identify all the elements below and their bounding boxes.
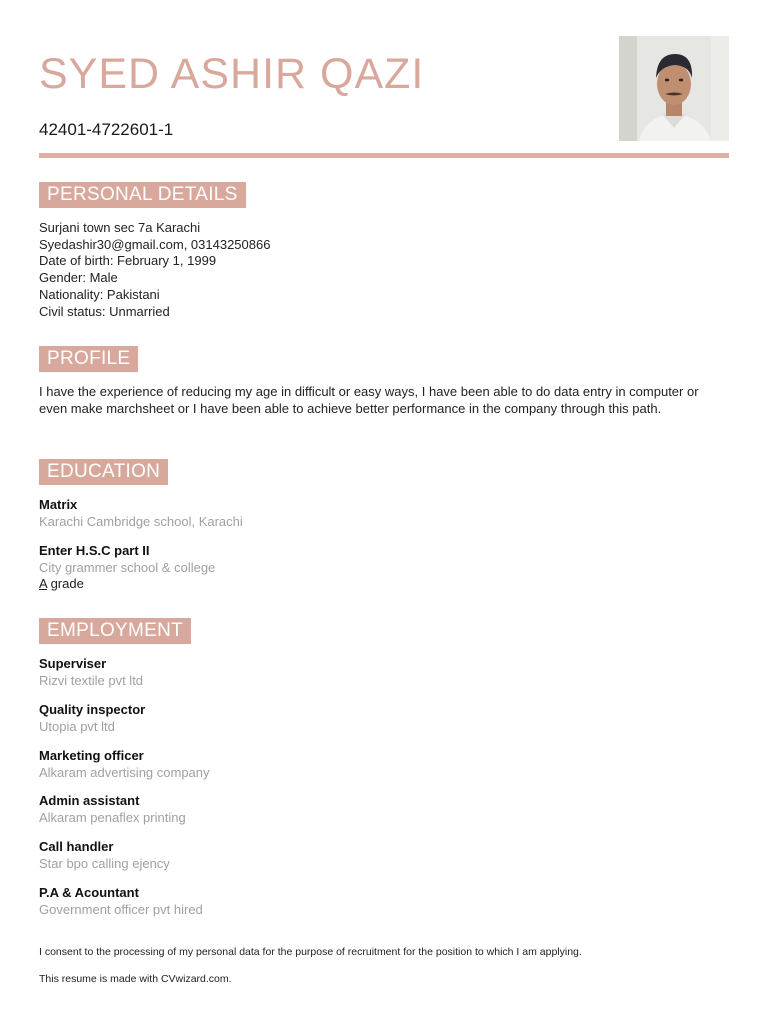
employment-heading: EMPLOYMENT bbox=[39, 618, 191, 644]
employer: Government officer pvt hired bbox=[39, 901, 203, 917]
consent-statement: I consent to the processing of my personal data for the purpose of recruitment for the position to which I am applying. bbox=[39, 946, 582, 958]
education-title: Matrix bbox=[39, 497, 78, 512]
candidate-name: SYED ASHIR QAZI bbox=[39, 50, 425, 98]
job-title: P.A & Acountant bbox=[39, 885, 139, 900]
nationality-line: Nationality: Pakistani bbox=[39, 286, 160, 302]
profile-heading: PROFILE bbox=[39, 346, 138, 372]
grade-suffix: grade bbox=[46, 576, 84, 592]
made-with-note: This resume is made with CVwizard.com. bbox=[39, 973, 232, 985]
employment-item bbox=[39, 885, 203, 918]
personal-details-list bbox=[39, 220, 270, 320]
employment-item bbox=[39, 839, 170, 872]
employment-item bbox=[39, 702, 145, 735]
employer: Alkaram advertising company bbox=[39, 764, 210, 780]
grade-letter: A bbox=[39, 576, 47, 592]
employment-item bbox=[39, 656, 143, 689]
education-institution: City grammer school & college bbox=[39, 559, 216, 575]
employment-item bbox=[39, 748, 210, 781]
employer: Star bpo calling ejency bbox=[39, 855, 170, 871]
employer: Rizvi textile pvt ltd bbox=[39, 672, 144, 688]
job-title: Admin assistant bbox=[39, 793, 140, 808]
job-title: Call handler bbox=[39, 839, 114, 854]
job-title: Superviser bbox=[39, 656, 107, 671]
education-item bbox=[39, 543, 215, 593]
contact-line: Syedashir30@gmail.com, 03143250866 bbox=[39, 236, 271, 252]
personal-details-heading: PERSONAL DETAILS bbox=[39, 182, 246, 208]
job-title: Marketing officer bbox=[39, 748, 144, 763]
employer: Alkaram penaflex printing bbox=[39, 809, 186, 825]
person-photo-icon bbox=[619, 36, 729, 141]
gender-line: Gender: Male bbox=[39, 270, 118, 286]
job-title: Quality inspector bbox=[39, 702, 146, 717]
civil-status-line: Civil status: Unmarried bbox=[39, 303, 170, 319]
education-title: Enter H.S.C part II bbox=[39, 543, 150, 558]
address-line: Surjani town sec 7a Karachi bbox=[39, 220, 201, 235]
id-number: 42401-4722601-1 bbox=[39, 120, 174, 139]
education-grade bbox=[39, 576, 215, 593]
profile-text: I have the experience of reducing my age in difficult or easy ways, I have been able to do data entry in computer or even make marchsheet or I have been able to achieve better performance in the company through this path. bbox=[39, 384, 699, 416]
header-divider bbox=[39, 153, 729, 158]
profile-photo bbox=[619, 36, 729, 141]
education-item bbox=[39, 497, 243, 530]
education-heading: EDUCATION bbox=[39, 459, 168, 485]
employment-item bbox=[39, 793, 186, 826]
education-institution: Karachi Cambridge school, Karachi bbox=[39, 513, 243, 529]
employer: Utopia pvt ltd bbox=[39, 718, 115, 734]
dob-line: Date of birth: February 1, 1999 bbox=[39, 253, 217, 269]
